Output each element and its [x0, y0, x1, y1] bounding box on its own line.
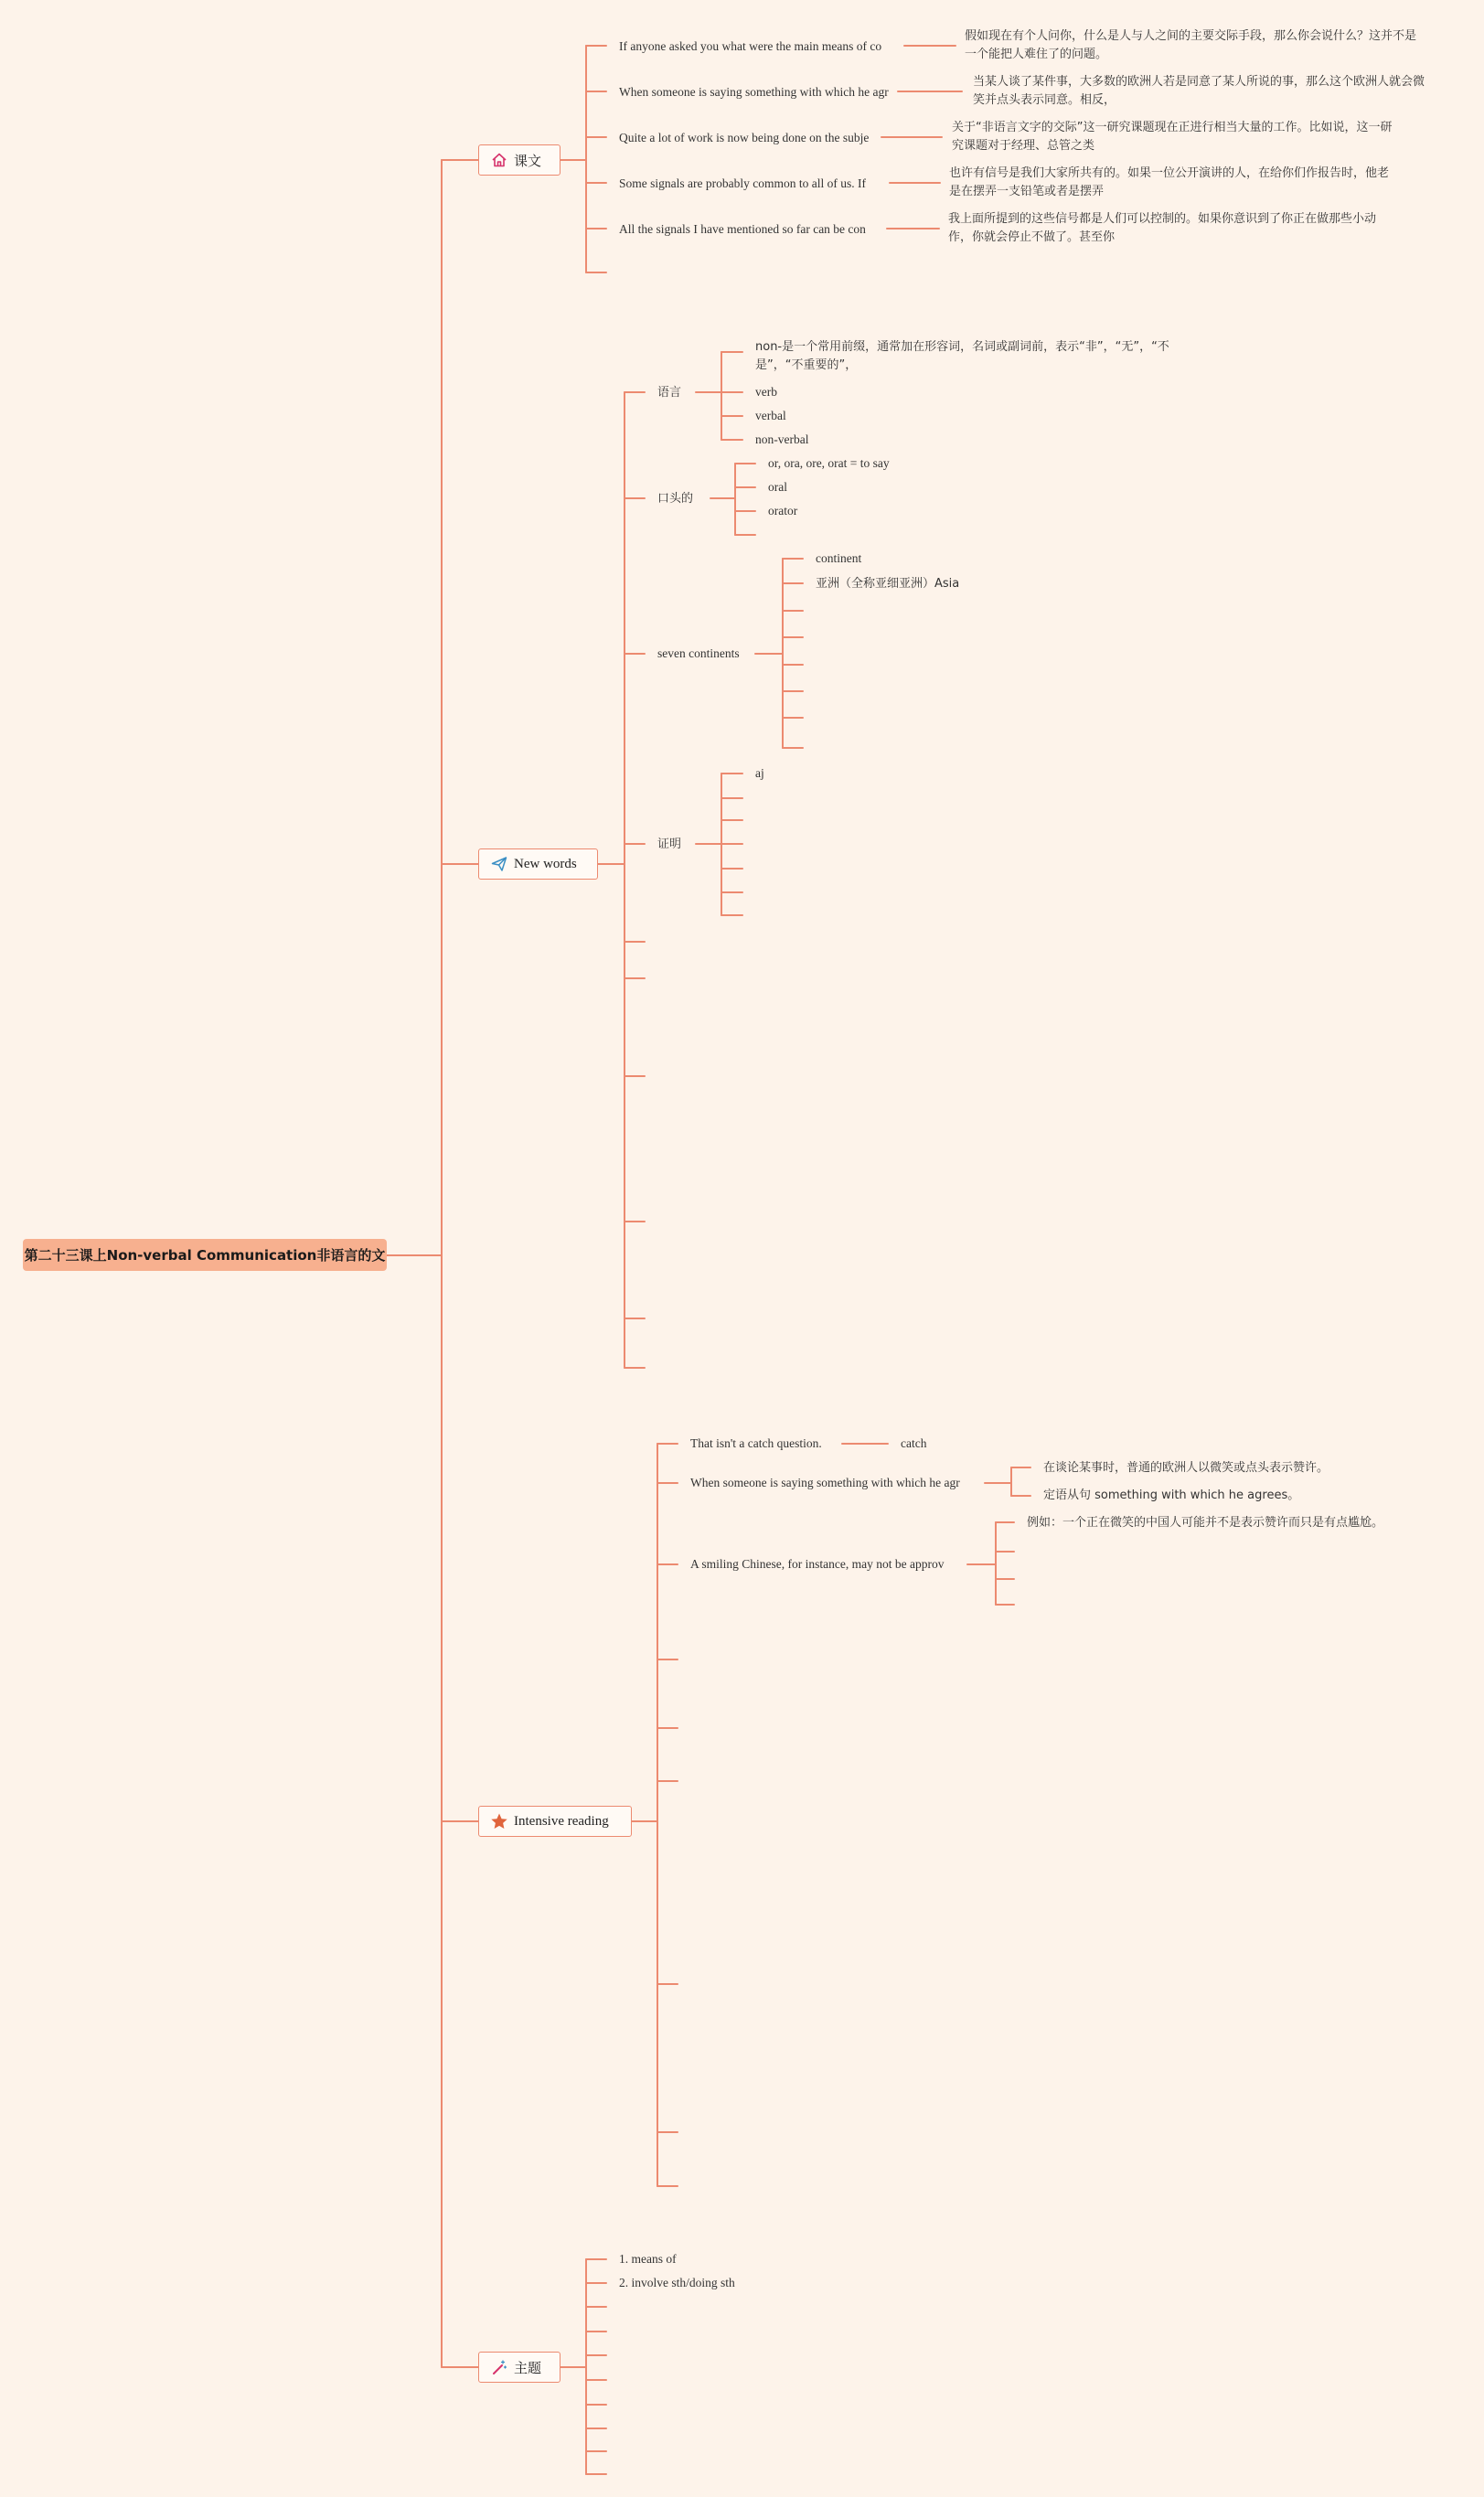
reading-item-smiling-translation[interactable]: 例如：一个正在微笑的中国人可能并不是表示赞许而只是有点尴尬。: [1027, 1516, 1384, 1530]
text-sentence-4-zh[interactable]: 也许有信号是我们大家所共有的。如果一位公开演讲的人，在给你们作报告时，他老是在摆弄一支铅笔或者是摆弄: [949, 166, 1390, 198]
text-sentence-3-zh[interactable]: 关于“非语言文字的交际”这一研究课题现在正进行相当大量的工作。比如说，这一研究课题对于经理、总管之类: [952, 121, 1393, 153]
word-item-non-prefix[interactable]: non-是一个常用前缀，通常加在形容词，名词或副词前，表示“非”，“无”，“不是”，“不重要的”，: [755, 340, 1169, 372]
word-item-verb[interactable]: verb: [755, 385, 777, 399]
branch-intensive-reading-label: Intensive reading: [514, 1813, 609, 1829]
word-item-asia[interactable]: 亚洲（全称亚细亚洲）Asia: [816, 577, 960, 591]
word-item-verbal[interactable]: verbal: [755, 409, 786, 422]
word-item-orator[interactable]: orator: [768, 504, 798, 518]
text-sentence-5-zh[interactable]: 我上面所提到的这些信号都是人们可以控制的。如果你意识到了你正在做那些小动作，你就会停止不做了。甚至你: [948, 212, 1377, 244]
word-item-oral[interactable]: oral: [768, 480, 787, 494]
text-sentence-2-en[interactable]: When someone is saying something with which he agr: [619, 85, 889, 99]
word-group-language[interactable]: 语言: [657, 386, 682, 400]
reading-item-attributive-clause[interactable]: 定语从句 something with which he agrees。: [1043, 1489, 1300, 1502]
branch-new-words[interactable]: [478, 848, 598, 880]
text-sentence-3-en[interactable]: Quite a lot of work is now being done on the subje: [619, 131, 870, 144]
word-item-non-verbal[interactable]: non-verbal: [755, 432, 809, 446]
branch-topic[interactable]: [478, 2352, 561, 2383]
text-sentence-5-en[interactable]: All the signals I have mentioned so far can be con: [619, 222, 866, 236]
branch-intensive-reading[interactable]: [478, 1806, 632, 1837]
topic-item-means-of[interactable]: 1. means of: [619, 2252, 677, 2266]
reading-item-catch-question[interactable]: That isn't a catch question.: [690, 1436, 822, 1450]
home-icon: [490, 151, 508, 169]
text-sentence-1-zh[interactable]: 假如现在有个人问你，什么是人与人之间的主要交际手段，那么你会说什么？这并不是一个能把人难住了的问题。: [965, 29, 1417, 61]
word-item-aj[interactable]: aj: [755, 766, 764, 780]
text-sentence-2-zh[interactable]: 当某人谈了某件事，大多数的欧洲人若是同意了某人所说的事，那么这个欧洲人就会微笑并点头表示同意。相反，: [973, 75, 1425, 107]
word-item-root-or[interactable]: or, ora, ore, orat = to say: [768, 456, 890, 470]
text-sentence-1-en[interactable]: If anyone asked you what were the main means of co: [619, 39, 882, 53]
text-sentence-4-en[interactable]: Some signals are probably common to all of us. If: [619, 176, 866, 190]
word-group-prove[interactable]: 证明: [657, 838, 682, 851]
branch-topic-label: 主题: [514, 2359, 542, 2376]
branch-text[interactable]: [478, 144, 561, 176]
paper-plane-icon: [490, 855, 508, 873]
reading-item-agree-sentence[interactable]: When someone is saying something with which he agr: [690, 1476, 960, 1489]
word-group-continents[interactable]: seven continents: [657, 646, 740, 660]
reading-item-smiling-chinese[interactable]: A smiling Chinese, for instance, may not be approv: [690, 1557, 945, 1571]
branch-new-words-label: New words: [514, 856, 577, 871]
star-icon: [490, 1812, 508, 1830]
branch-text-label: 课文: [514, 152, 542, 169]
topic-item-involve[interactable]: 2. involve sth/doing sth: [619, 2276, 735, 2289]
root-topic[interactable]: 第二十三课上Non-verbal Communication非语言的文: [23, 1239, 387, 1271]
reading-item-catch[interactable]: catch: [901, 1436, 927, 1450]
magic-wand-icon: [490, 2358, 508, 2376]
word-group-oral[interactable]: 口头的: [657, 492, 694, 506]
reading-item-agree-translation[interactable]: 在谈论某事时，普通的欧洲人以微笑或点头表示赞许。: [1043, 1461, 1329, 1475]
word-item-continent[interactable]: continent: [816, 551, 862, 565]
